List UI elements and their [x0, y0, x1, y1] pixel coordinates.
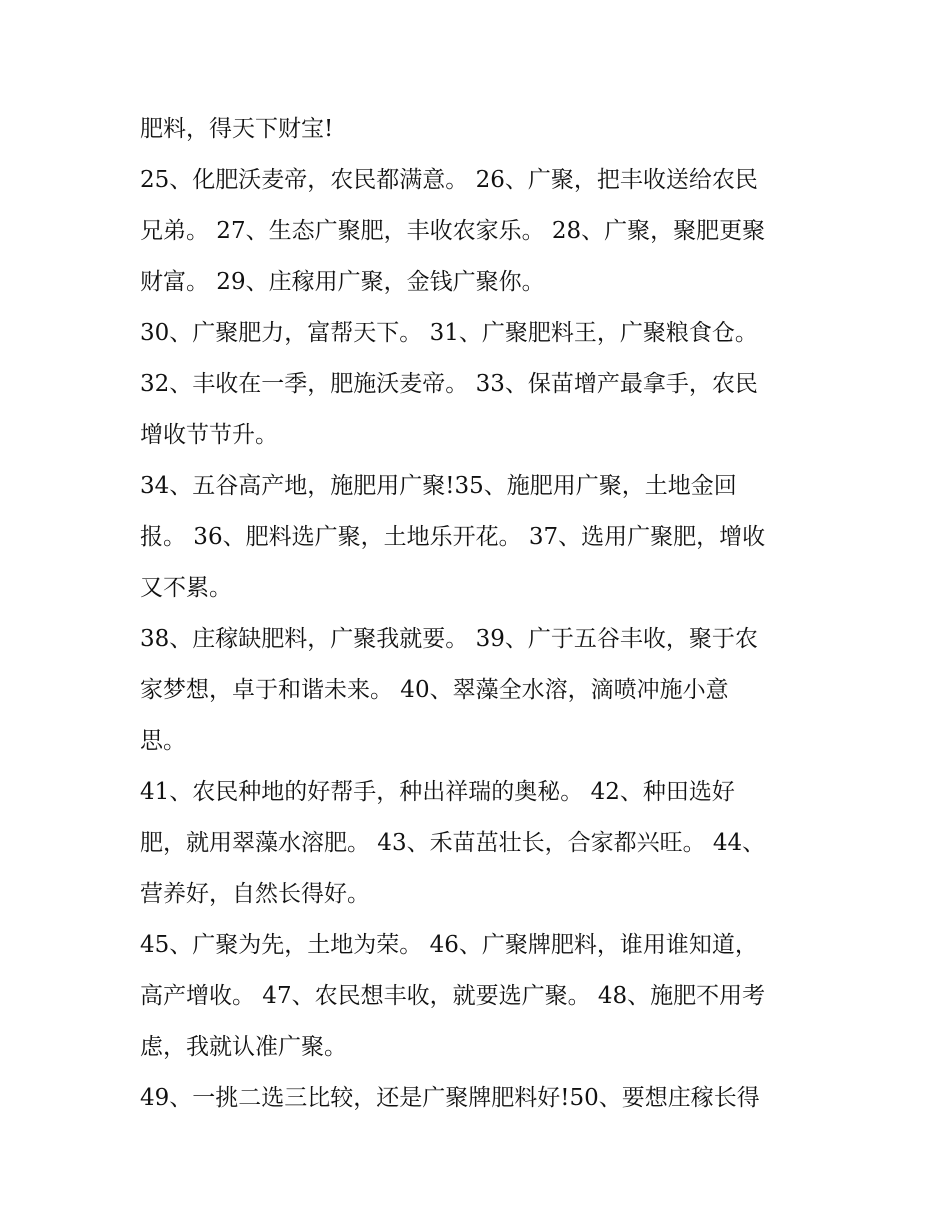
slogan-text-block — [140, 104, 820, 1124]
text-line: 思。 — [140, 728, 186, 754]
text-line: 家梦想，卓于和谐未来。 40、翠藻全水溶，滴喷冲施小意 — [140, 677, 729, 703]
text-line: 49、一挑二选三比较，还是广聚牌肥料好!50、要想庄稼长得 — [140, 1085, 760, 1111]
text-line: 32、丰收在一季，肥施沃麦帝。 33、保苗增产最拿手，农民 — [140, 371, 758, 397]
text-line: 报。 36、肥料选广聚，土地乐开花。 37、选用广聚肥，增收 — [140, 524, 766, 550]
text-line: 34、五谷高产地，施肥用广聚!35、施肥用广聚，土地金回 — [140, 473, 737, 499]
text-line: 兄弟。 27、生态广聚肥，丰收农家乐。 28、广聚，聚肥更聚 — [140, 218, 766, 244]
text-line: 41、农民种地的好帮手，种出祥瑞的奥秘。 42、种田选好 — [140, 779, 735, 805]
text-line: 肥，就用翠藻水溶肥。 43、禾苗茁壮长，合家都兴旺。 44、 — [140, 830, 766, 856]
text-line: 38、庄稼缺肥料，广聚我就要。 39、广于五谷丰收，聚于农 — [140, 626, 758, 652]
text-line: 增收节节升。 — [140, 422, 278, 448]
text-line: 肥料，得天下财宝! — [140, 116, 334, 142]
text-line: 45、广聚为先，土地为荣。 46、广聚牌肥料，谁用谁知道， — [140, 932, 758, 958]
text-line: 营养好，自然长得好。 — [140, 881, 370, 907]
text-line: 30、广聚肥力，富帮天下。 31、广聚肥料王，广聚粮食仓。 — [140, 320, 758, 346]
text-line: 高产增收。 47、农民想丰收，就要选广聚。 48、施肥不用考 — [140, 983, 766, 1009]
text-line: 虑，我就认准广聚。 — [140, 1034, 347, 1060]
text-line: 财富。 29、庄稼用广聚，金钱广聚你。 — [140, 269, 545, 295]
text-line: 25、化肥沃麦帝，农民都满意。 26、广聚，把丰收送给农民 — [140, 167, 758, 193]
text-line: 又不累。 — [140, 575, 232, 601]
